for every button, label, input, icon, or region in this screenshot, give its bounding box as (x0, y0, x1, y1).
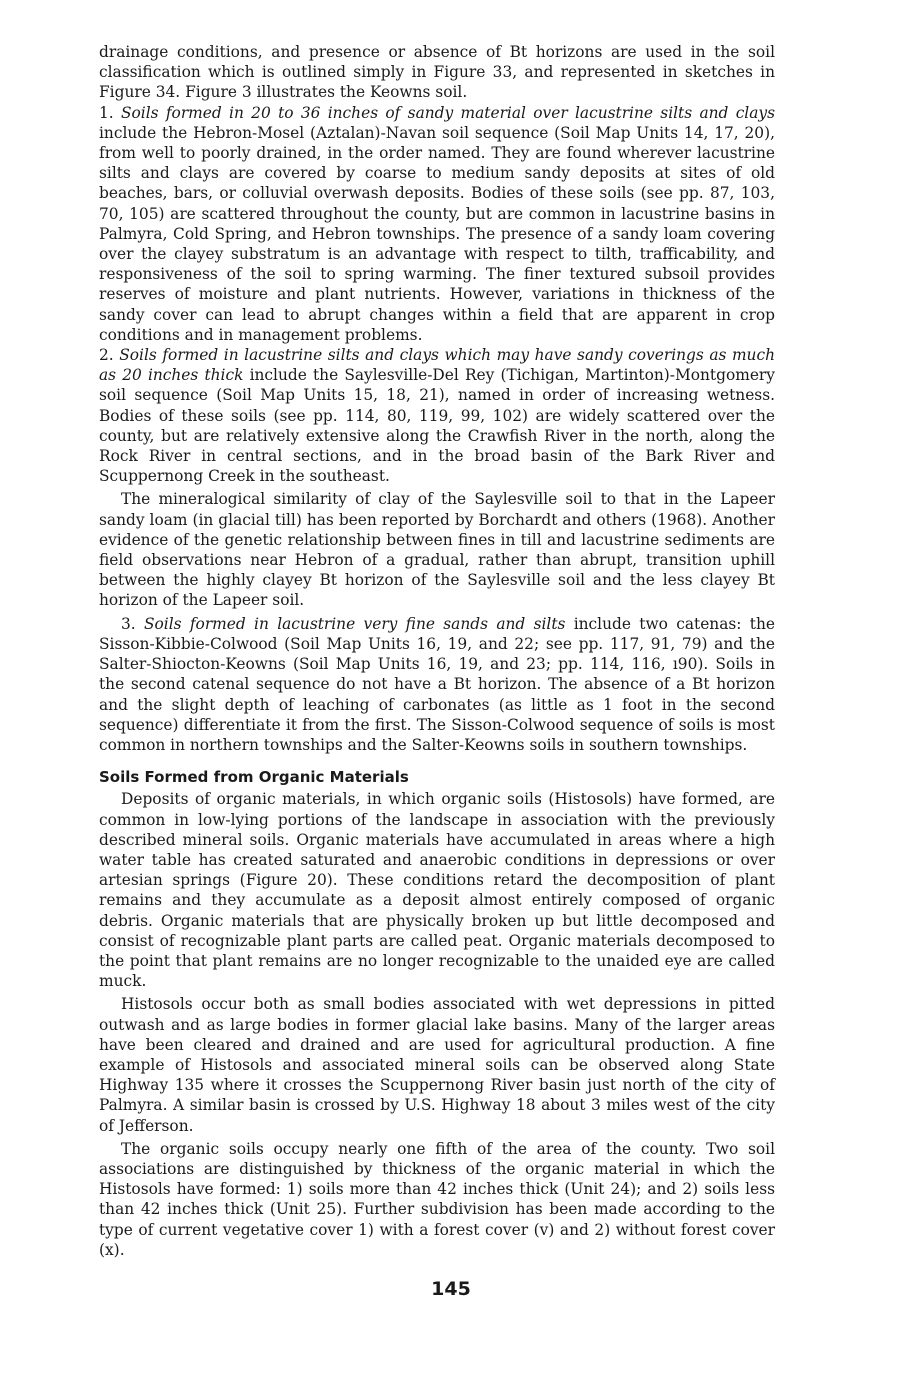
page-number: 145 (431, 1278, 471, 1300)
section-heading: Soils Formed from Organic Materials (99, 768, 409, 787)
paragraph-fine-sands-silts (99, 614, 775, 755)
paragraph-mineralogical: The mineralogical similarity of clay of the Saylesville soil to that in the Lapeer sandy loam (in glacial till) has been reported by Borchardt and others (1968). Another evidence of the genetic relationship between fines in till and lacustrine sediments are field observations near Hebron of a gradual, rather than abrupt, transition uphill between the highly clayey Bt horizon of the Saylesville soil and the less clayey Bt horizon of the Lapeer soil. (99, 490, 775, 610)
item-body: include two catenas: the Sisson-Kibbie-Colwood (Soil Map Units 16, 19, and 22; see pp. 117, 91, 79) and the Salter-Shiocton-Keowns (Soil Map Units 16, 19, and 23; pp. 114, 116, ı90). Soils in the second catenal sequence do not have a Bt horizon. The absence of a Bt horizon and the slight depth of leaching of carbonates (as little as 1 foot in the second sequence) differentiate it from the first. The Sisson-Colwood sequence of soils is most common in northern townships and the Salter-Keowns soils in southern townships. (99, 614, 775, 754)
paragraph-histosols: Histosols occur both as small bodies associated with wet depressions in pitted outwash and as large bodies in former glacial lake basins. Many of the larger areas have been cleared and drained and are used for agricultural production. A fine example of Histosols and associated mineral soils can be observed along State Highway 135 where it crosses the Scuppernong River basin just north of the city of Palmyra. A similar basin is crossed by U.S. Highway 18 about 3 miles west of the city of Jefferson. (99, 995, 775, 1135)
item-body: include the Saylesville-Del Rey (Tichigan, Martinton)-Montgomery soil sequence (Soil Map Units 15, 18, 21), named in order of increasing wetness. Bodies of these soils (see pp. 114, 80, 119, 99, 102) are widely scattered over the county, but are relatively extensive along the Crawfish River in the north, along the Rock River in central sections, and in the broad basin of the Bark River and Scuppernong Creek in the southeast. (99, 366, 775, 486)
item-number: 1. (99, 103, 121, 122)
paragraph-organic-extent: The organic soils occupy nearly one fifth of the area of the county. Two soil associations are distinguished by thickness of the organic material in which the Histosols have formed: 1) soils more than 42 inches thick (Unit 24); and 2) soils less than 42 inches thick (Unit 25). Further subdivision has been made according to the type of current vegetative cover 1) with a forest cover (v) and 2) without forest cover (x). (99, 1139, 775, 1259)
item-number: 3. (121, 614, 144, 633)
item-italic-lead: Soils formed in lacustrine silts and clays which may have sandy coverings as much as 20 inches thick (99, 346, 776, 385)
item-body: include the Hebron-Mosel (Aztalan)-Navan soil sequence (Soil Map Units 14, 17, 20), from well to poorly drained, in the order named. They are found wherever lacustrine silts and clays are covered by coarse to medium sandy deposits at sites of old beaches, bars, or colluvial overwash deposits. Bodies of these soils (see pp. 87, 103, 70, 105) are scattered throughout the county, but are common in lacustrine basins in Palmyra, Cold Spring, and Hebron townships. The presence of a sandy loam covering over the clayey substratum is an advantage with respect to tilth, trafficability, and responsiveness of the soil to spring warming. The finer textured subsoil provides reserves of moisture and plant nutrients. However, variations in thickness of the sandy cover can lead to abrupt changes within a field that are apparent in crop conditions and in management problems. (99, 123, 775, 344)
paragraph-organic-deposits: Deposits of organic materials, in which organic soils (Histosols) have formed, are common in low-lying portions of the landscape in association with the previously described mineral soils. Organic materials have accumulated in areas where a high water table has created saturated and anaerobic conditions in depressions or over artesian springs (Figure 20). These conditions retard the decomposition of plant remains and they accumulate as a deposit almost entirely composed of organic debris. Organic materials that are physically broken up but little decomposed and consist of recognizable plant parts are called peat. Organic materials decomposed to the point that plant remains are no longer recognizable to the unaided eye are called muck. (99, 790, 775, 991)
paragraph-lacustrine-silts-clays (99, 345, 775, 486)
item-italic-lead: Soils formed in 20 to 36 inches of sandy material over lacustrine silts and clays (121, 103, 775, 122)
text-column (99, 42, 775, 1260)
paragraph-sandy-over-lacustrine (99, 103, 775, 345)
item-italic-lead: Soils formed in lacustrine very fine sands and silts (144, 614, 566, 633)
paragraph-drainage: drainage conditions, and presence or absence of Bt horizons are used in the soil classification which is outlined simply in Figure 33, and represented in sketches in Figure 34. Figure 3 illustrates the Keowns soil. (99, 43, 775, 102)
item-number: 2. (99, 346, 120, 365)
